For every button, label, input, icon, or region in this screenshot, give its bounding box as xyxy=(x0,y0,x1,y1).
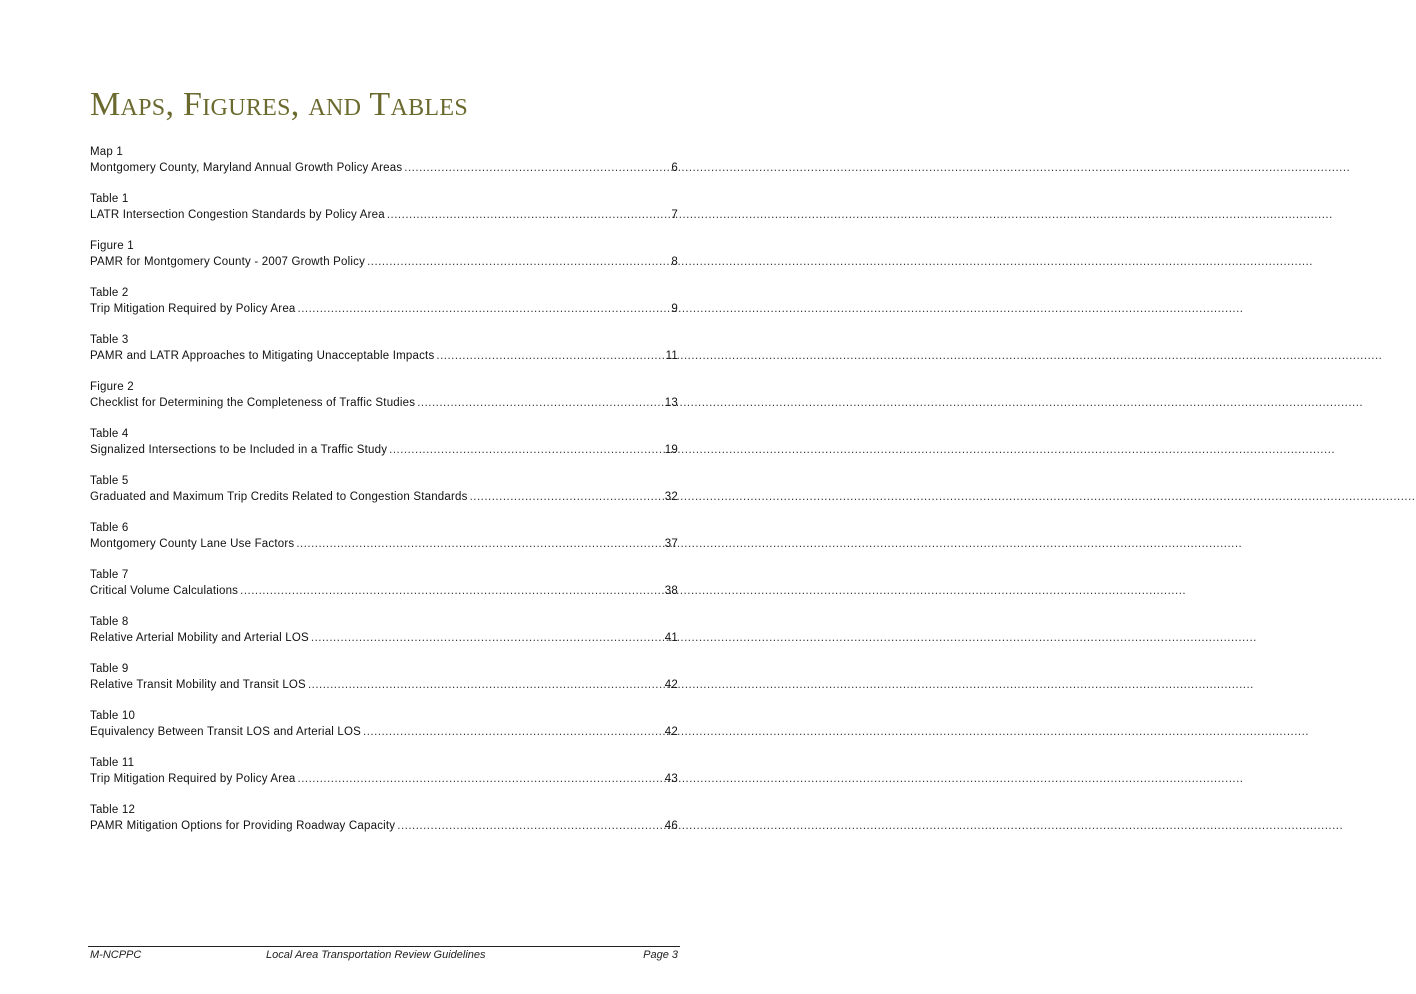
toc-entry-table-10[interactable] xyxy=(90,708,678,755)
toc-entry-line xyxy=(90,677,678,693)
dot-leader xyxy=(436,348,663,364)
toc-entry-line xyxy=(90,630,678,646)
dot-leader xyxy=(296,536,662,552)
toc-entry-table-4[interactable] xyxy=(90,426,678,473)
toc-entry-figure-1[interactable] xyxy=(90,238,678,285)
toc-entry-table-8[interactable] xyxy=(90,614,678,661)
dot-leader xyxy=(311,630,663,646)
toc-entry-line xyxy=(90,583,678,599)
toc-entry-label: Table 1 xyxy=(90,193,129,205)
toc-entry-line xyxy=(90,489,678,505)
toc-entry-title[interactable]: PAMR for Montgomery County - 2007 Growth Policy xyxy=(90,256,366,268)
toc-entry-title[interactable]: Graduated and Maximum Trip Credits Related to Congestion Standards xyxy=(90,491,468,503)
toc-entry-label: Table 3 xyxy=(90,334,129,346)
toc-entry-line xyxy=(90,442,678,458)
toc-entry-page[interactable]: 41 xyxy=(664,632,678,644)
footer-page-number: Page 3 xyxy=(643,949,678,961)
toc-entry-label: Figure 1 xyxy=(90,240,134,252)
dot-leader xyxy=(389,442,663,458)
toc-entry-page[interactable]: 42 xyxy=(664,679,678,691)
toc-entry-table-1[interactable] xyxy=(90,191,678,238)
toc-entry-figure-2[interactable] xyxy=(90,379,678,426)
dot-leader xyxy=(308,677,663,693)
toc-entry-line xyxy=(90,818,678,834)
dot-leader xyxy=(404,160,669,176)
toc-entry-title[interactable]: Equivalency Between Transit LOS and Arterial LOS xyxy=(90,726,362,738)
toc-entry-title[interactable]: Checklist for Determining the Completeness of Traffic Studies xyxy=(90,397,416,409)
toc-entry-title[interactable]: Trip Mitigation Required by Policy Area xyxy=(90,303,296,315)
dot-leader xyxy=(397,818,663,834)
toc-entry-label: Table 2 xyxy=(90,287,129,299)
dot-leader xyxy=(367,254,669,270)
toc-entry-page[interactable]: 37 xyxy=(664,538,678,550)
toc-entry-table-12[interactable] xyxy=(90,802,678,849)
toc-entry-label: Table 12 xyxy=(90,804,136,816)
toc-entry-line xyxy=(90,771,678,787)
toc-entry-label: Table 10 xyxy=(90,710,136,722)
toc-entry-label: Table 6 xyxy=(90,522,129,534)
dot-leader xyxy=(470,489,663,505)
toc-entry-page[interactable]: 6 xyxy=(671,162,678,174)
footer-document-title: Local Area Transportation Review Guidelines xyxy=(266,949,486,961)
toc-entry-line xyxy=(90,160,678,176)
toc-entry-page[interactable]: 19 xyxy=(664,444,678,456)
toc-entry-table-9[interactable] xyxy=(90,661,678,708)
toc-entry-title[interactable]: Signalized Intersections to be Included in a Traffic Study xyxy=(90,444,388,456)
toc-entry-page[interactable]: 46 xyxy=(664,820,678,832)
toc-entry-label: Figure 2 xyxy=(90,381,134,393)
toc-entry-page[interactable]: 32 xyxy=(664,491,678,503)
toc-entry-page[interactable]: 9 xyxy=(671,303,678,315)
toc-entry-title[interactable]: Montgomery County Lane Use Factors xyxy=(90,538,295,550)
page-title: Maps, Figures, and Tables xyxy=(90,86,468,123)
toc-entry-label: Table 11 xyxy=(90,757,135,769)
toc-entry-page[interactable]: 38 xyxy=(664,585,678,597)
toc-entry-line xyxy=(90,348,678,364)
toc-entry-map-1[interactable] xyxy=(90,144,678,191)
toc-entry-page[interactable]: 42 xyxy=(664,726,678,738)
toc-entry-title[interactable]: Montgomery County, Maryland Annual Growth Policy Areas xyxy=(90,162,403,174)
toc-entry-title[interactable]: Trip Mitigation Required by Policy Area xyxy=(90,773,296,785)
toc-entry-label: Map 1 xyxy=(90,146,123,158)
table-of-contents xyxy=(90,144,678,849)
toc-entry-line xyxy=(90,724,678,740)
toc-entry-page[interactable]: 13 xyxy=(664,397,678,409)
toc-entry-line xyxy=(90,254,678,270)
toc-entry-title[interactable]: Relative Transit Mobility and Transit LOS xyxy=(90,679,306,691)
toc-entry-title[interactable]: Critical Volume Calculations xyxy=(90,585,239,597)
footer-organization: M-NCPPC xyxy=(90,949,142,961)
toc-entry-line xyxy=(90,207,678,223)
toc-entry-table-6[interactable] xyxy=(90,520,678,567)
dot-leader xyxy=(387,207,670,223)
toc-entry-title[interactable]: PAMR Mitigation Options for Providing Roadway Capacity xyxy=(90,820,396,832)
toc-entry-title[interactable]: LATR Intersection Congestion Standards by Policy Area xyxy=(90,209,385,221)
toc-entry-line xyxy=(90,395,678,411)
toc-entry-title[interactable]: Relative Arterial Mobility and Arterial LOS xyxy=(90,632,309,644)
dot-leader xyxy=(240,583,663,599)
dot-leader xyxy=(363,724,663,740)
toc-entry-label: Table 4 xyxy=(90,428,129,440)
toc-entry-table-3[interactable] xyxy=(90,332,678,379)
toc-entry-label: Table 8 xyxy=(90,616,129,628)
toc-entry-table-7[interactable] xyxy=(90,567,678,614)
dot-leader xyxy=(298,771,663,787)
toc-entry-label: Table 5 xyxy=(90,475,129,487)
toc-entry-line xyxy=(90,536,678,552)
toc-entry-title[interactable]: PAMR and LATR Approaches to Mitigating Unacceptable Impacts xyxy=(90,350,435,362)
toc-entry-table-5[interactable] xyxy=(90,473,678,520)
toc-entry-table-2[interactable] xyxy=(90,285,678,332)
toc-entry-page[interactable]: 7 xyxy=(671,209,678,221)
toc-entry-page[interactable]: 43 xyxy=(664,773,678,785)
dot-leader xyxy=(298,301,670,317)
dot-leader xyxy=(417,395,663,411)
toc-entry-label: Table 7 xyxy=(90,569,129,581)
toc-entry-label: Table 9 xyxy=(90,663,129,675)
toc-entry-page[interactable]: 11 xyxy=(665,350,678,362)
toc-entry-line xyxy=(90,301,678,317)
toc-entry-table-11[interactable] xyxy=(90,755,678,802)
toc-entry-page[interactable]: 8 xyxy=(671,256,678,268)
footer-divider xyxy=(88,946,680,947)
